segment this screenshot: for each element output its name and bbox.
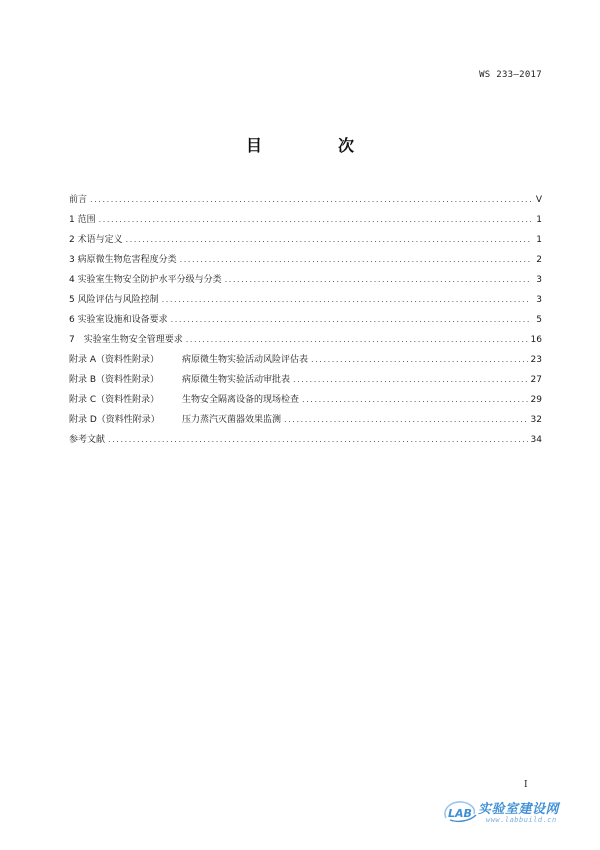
toc-page-number: 2	[536, 255, 542, 265]
toc-entry-text: 前言	[69, 195, 88, 205]
toc-entry-label	[69, 410, 281, 430]
toc-page-number: 1	[536, 235, 542, 245]
toc-entry[interactable]	[69, 270, 542, 290]
toc-page-number: 34	[530, 435, 542, 445]
toc-entry-label	[69, 330, 183, 350]
toc-entry-text: 6 实验室设施和设备要求	[69, 315, 168, 325]
toc-entry-label	[69, 270, 222, 290]
logo-lettering: LAB	[448, 807, 472, 820]
toc-entry-text: 2 术语与定义	[69, 235, 123, 245]
toc-page-number: 5	[536, 315, 542, 325]
toc-entry-label	[69, 390, 299, 410]
toc-entry[interactable]	[69, 330, 542, 350]
toc-page-number: 32	[530, 415, 542, 425]
toc-leader-dots	[225, 270, 531, 290]
page-number: I	[524, 780, 528, 790]
toc-page-number: 23	[530, 355, 542, 365]
toc-entry-label	[69, 250, 177, 270]
toc-entry[interactable]	[69, 410, 542, 430]
toc-leader-dots	[162, 290, 531, 310]
toc-entry-label	[69, 230, 123, 250]
toc-leader-dots	[99, 210, 531, 230]
toc-entry-text: 压力蒸汽灭菌器效果监测	[182, 415, 282, 425]
toc-entry-text: 5 风险评估与风险控制	[69, 295, 159, 305]
labbuild-logo-icon	[440, 798, 480, 824]
toc-entry-text: 7 实验室生物安全管理要求	[69, 335, 183, 345]
toc-entry[interactable]	[69, 290, 542, 310]
toc-entry-label	[69, 310, 168, 330]
toc-leader-dots	[171, 310, 531, 330]
toc-page-number: 3	[536, 295, 542, 305]
toc-entry[interactable]	[69, 350, 542, 370]
toc-entry-text: 参考文献	[69, 435, 106, 445]
toc-entry-label	[69, 370, 290, 390]
watermark-url: www.labbuild.cn	[486, 816, 557, 824]
toc-entry[interactable]	[69, 210, 542, 230]
toc-entry-text: 病原微生物实验活动风险评估表	[182, 355, 309, 365]
toc-appendix-prefix: 附录 A（资料性附录）	[69, 355, 160, 365]
toc-entry-text: 4 实验室生物安全防护水平分级与分类	[69, 275, 222, 285]
toc-entry[interactable]	[69, 230, 542, 250]
watermark-site-name: 实验室建设网	[478, 802, 560, 817]
toc-entry[interactable]	[69, 250, 542, 270]
toc-list	[69, 190, 542, 450]
toc-leader-dots	[293, 370, 528, 390]
toc-entry-label	[69, 210, 96, 230]
toc-page-number: 1	[536, 215, 542, 225]
toc-entry[interactable]	[69, 390, 542, 410]
toc-entry-text: 1 范围	[69, 215, 96, 225]
toc-entry-text: 生物安全隔离设备的现场检查	[182, 395, 300, 405]
toc-entry-text: 3 病原微生物危害程度分类	[69, 255, 177, 265]
toc-entry-text: 病原微生物实验活动审批表	[182, 375, 291, 385]
toc-leader-dots	[311, 350, 528, 370]
toc-entry-label	[69, 290, 159, 310]
toc-entry-label	[69, 430, 105, 450]
toc-leader-dots	[108, 430, 528, 450]
toc-leader-dots	[180, 250, 531, 270]
document-code: WS 233—2017	[479, 70, 542, 80]
toc-entry[interactable]	[69, 190, 542, 210]
toc-entry-label	[69, 190, 87, 210]
toc-appendix-prefix: 附录 C（资料性附录）	[69, 395, 160, 405]
toc-leader-dots	[90, 190, 531, 210]
toc-leader-dots	[302, 390, 528, 410]
toc-entry[interactable]	[69, 310, 542, 330]
toc-entry-label	[69, 350, 308, 370]
toc-page-number: 3	[536, 275, 542, 285]
toc-leader-dots	[186, 330, 528, 350]
toc-appendix-prefix: 附录 D（资料性附录）	[69, 415, 160, 425]
toc-leader-dots	[126, 230, 531, 250]
toc-entry[interactable]	[69, 370, 542, 390]
toc-appendix-prefix: 附录 B（资料性附录）	[69, 375, 160, 385]
toc-page-number: 16	[530, 335, 542, 345]
toc-page-number: 29	[530, 395, 542, 405]
toc-page-number: V	[535, 195, 542, 205]
toc-entry[interactable]	[69, 430, 542, 450]
toc-title: 目 次	[245, 136, 384, 155]
toc-leader-dots	[284, 410, 528, 430]
toc-page-number: 27	[530, 375, 542, 385]
watermark	[440, 794, 580, 830]
